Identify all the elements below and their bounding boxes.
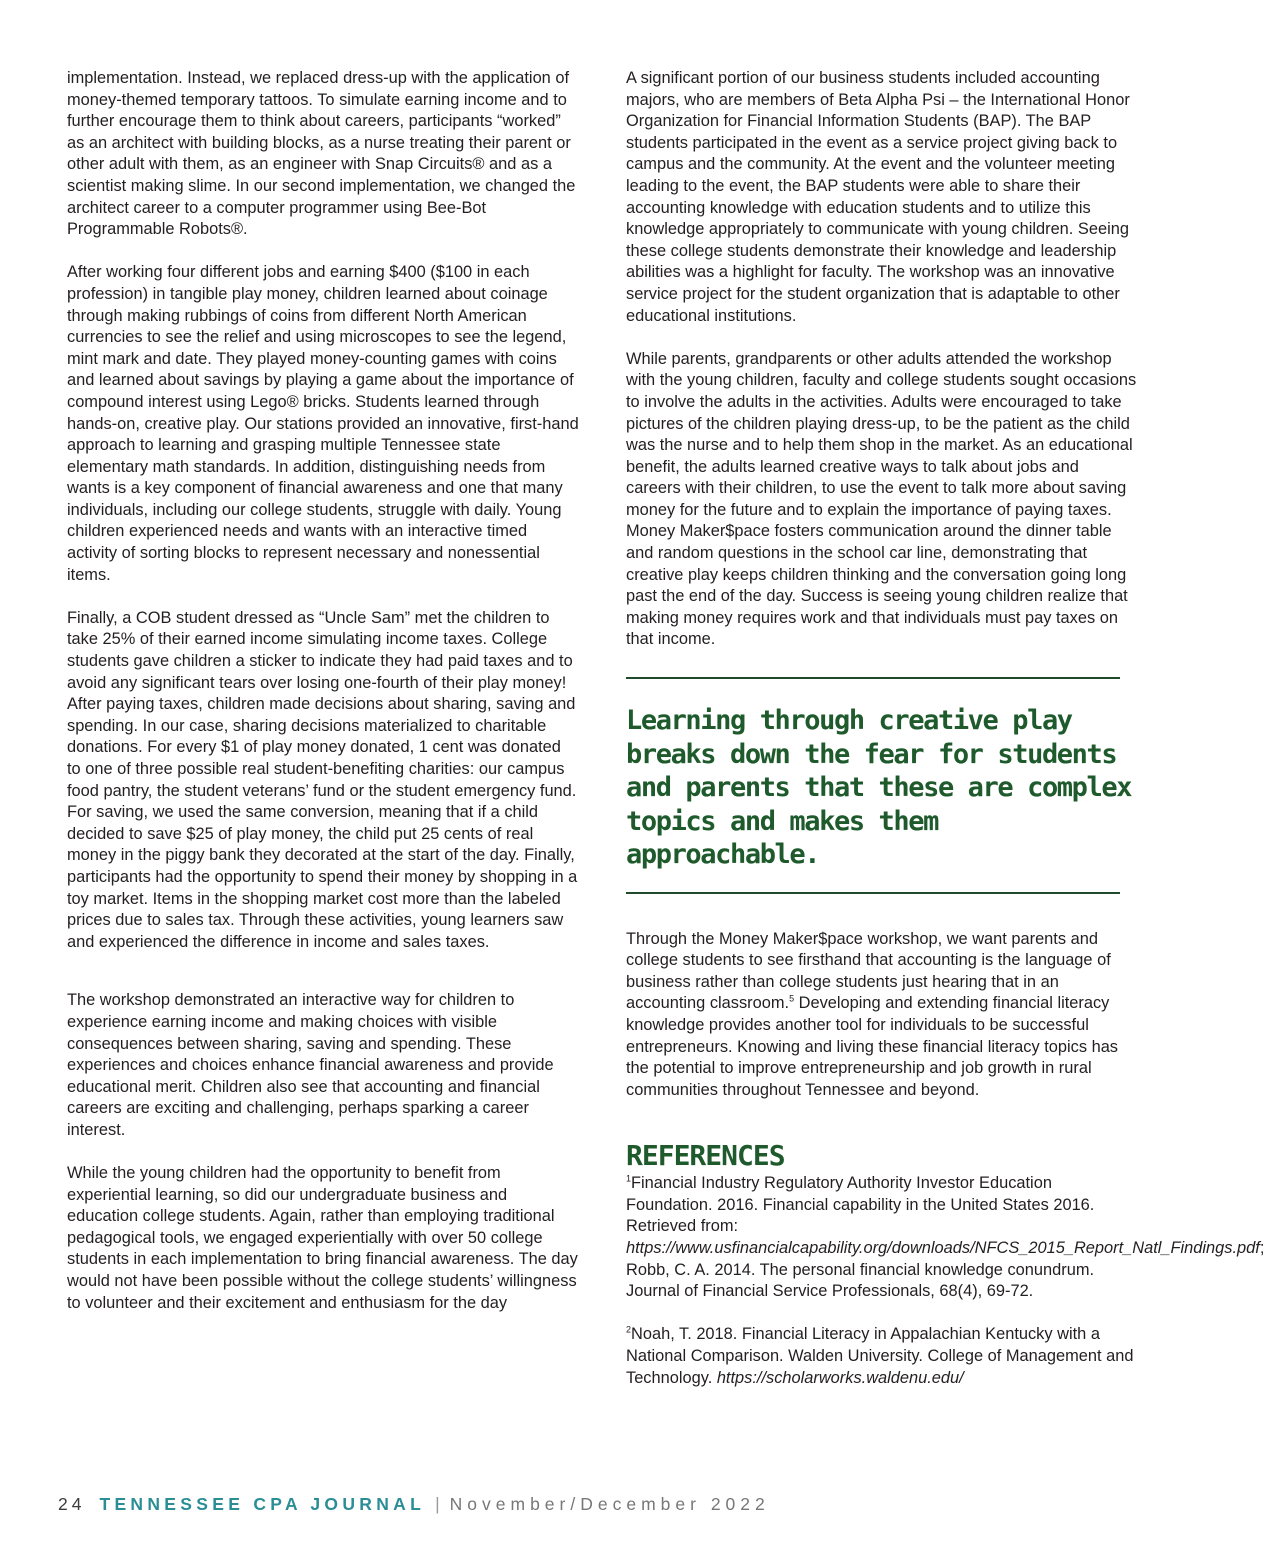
reference-number: 2 <box>626 1324 632 1335</box>
references-heading: REFERENCES <box>626 1139 785 1173</box>
right-column <box>626 68 1264 1389</box>
reference-link[interactable]: https://www.usfinancialcapability.org/downloads/NFCS_2015_Report_Natl_Findings.pdf <box>626 1239 1260 1258</box>
reference-link[interactable]: https://scholarworks.waldenu.edu/ <box>716 1368 964 1387</box>
reference-number: 1 <box>626 1173 632 1184</box>
body-paragraph: After working four different jobs and earning $400 ($100 in each profession) in tangible play money, children learned about coinage through making rubbings of coins from different North American currencies to see the relief and using microscopes to see the legend, mint mark and date. They played money-counting games with coins and learned about savings by playing a game about the importance of compound interest using Lego® bricks. Students learned through hands-on, creative play. Our stations provided an innovative, first-hand approach to learning and grasping multiple Tennessee state elementary math standards. In addition, distinguishing needs from wants is a key component of financial awareness and one that many individuals, including our college students, struggle with daily. Young children experienced needs and wants with an interactive timed activity of sorting blocks to represent necessary and nonessential items. <box>67 263 579 584</box>
body-paragraph: A significant portion of our business students included accounting majors, who are members of Beta Alpha Psi – the International Honor Organization for Financial Information Students (BAP). The BAP students participated in the event as a service project giving back to campus and the community. At the event and the volunteer meeting leading to the event, the BAP students were able to share their accounting knowledge with education students and to utilize this knowledge appropriately to communicate with young children. Seeing these college students demonstrate their knowledge and leadership abilities was a highlight for faculty. The workshop was an innovative service project for the student organization that is adaptable to other educational institutions. <box>626 69 1130 325</box>
body-paragraph: Through the Money Maker$pace workshop, we want parents and college students to see firsthand that accounting is the language of business rather than college students just hearing that in an accounting classroom.$^5$ Developing and extending financial literacy knowledge provides another tool for individuals to be successful entrepreneurs. Knowing and living these financial literacy topics has the potential to improve entrepreneurship and job growth in rural communities throughout Tennessee and beyond. <box>626 929 1118 1099</box>
reference-item: $^2$Noah, T. 2018. Financial Literacy in Appalachian Kentucky with a National Comparison. Walden University. College of Management and Technology. https://scholarworks.waldenu.edu/ <box>626 1324 1134 1387</box>
reference-item: $^1$Financial Industry Regulatory Authority Investor Education Foundation. 2016. Financial capability in the United States 2016. Retrieved from: https://www.usfinancialcapability.org/downloads/NFCS_2015_Report_Natl_Findings.pdf; Robb, C. A. 2014. The personal financial knowledge conundrum. Journal of Financial Service Professionals, 68(4), 69-72. <box>626 1173 1264 1301</box>
pull-quote-block <box>626 677 1138 894</box>
footer-separator: | <box>435 1494 440 1514</box>
journal-name: TENNESSEE CPA JOURNAL <box>99 1494 426 1514</box>
body-paragraph: implementation. Instead, we replaced dress-up with the application of money-themed temporary tattoos. To simulate earning income and to further encourage them to think about careers, participants “worked” as an architect with building blocks, as a nurse treating their parent or other adult with them, as an engineer with Snap Circuits® and as a scientist making slime. In our second implementation, we changed the architect career to a computer programmer using Bee-Bot Programmable Robots®. <box>67 69 576 239</box>
body-paragraph: While the young children had the opportunity to benefit from experiential learning, so did our undergraduate business and education college students. Again, rather than employing traditional pedagogical tools, we engaged experientially with over 50 college students in each implementation to bring financial awareness. The day would not have been possible without the college students’ willingness to volunteer and their excitement and enthusiasm for the day <box>67 1164 578 1312</box>
body-paragraph: The workshop demonstrated an interactive way for children to experience earning income and making choices with visible consequences between sharing, saving and spending. These experiences and choices enhance financial awareness and provide educational merit. Children also see that accounting and financial careers are exciting and challenging, perhaps sparking a career interest. <box>67 991 554 1139</box>
left-column <box>67 68 579 1314</box>
pull-quote: Learning through creative play breaks down the fear for students and parents that these are complex topics and makes them approachable. <box>626 705 1132 871</box>
divider-bottom <box>626 892 1120 894</box>
page-footer <box>58 1492 770 1516</box>
footnote-marker: 5 <box>789 993 795 1004</box>
page-number: 24 <box>58 1494 86 1514</box>
divider-top <box>626 677 1120 679</box>
body-paragraph: Finally, a COB student dressed as “Uncle Sam” met the children to take 25% of their earned income simulating income taxes. College students gave children a sticker to indicate they had paid taxes and to avoid any significant tears over losing one-fourth of their play money! After paying taxes, children made decisions about sharing, saving and spending. In our case, sharing decisions materialized to charitable donations. For every $1 of play money donated, 1 cent was donated to one of three possible real student-benefiting charities: our campus food pantry, the student veterans’ fund or the student emergency fund. For saving, we used the same conversion, meaning that if a child decided to save $25 of play money, the child put 25 cents of real money in the piggy bank they decorated at the start of the day. Finally, participants had the opportunity to spend their money by shopping in a toy market. Items in the shopping market cost more than the labeled prices due to sales tax. Through these activities, young learners saw and experienced the difference in income and sales taxes. <box>67 608 578 951</box>
issue-date: November/December 2022 <box>449 1494 770 1514</box>
body-paragraph: While parents, grandparents or other adults attended the workshop with the young children, faculty and college students sought occasions to involve the adults in the activities. Adults were encouraged to take pictures of the children playing dress-up, to be the patient as the child was the nurse and to help them shop in the market. As an educational benefit, the adults learned creative ways to talk about jobs and careers with their children, to use the event to talk more about saving money for the future and to explain the importance of paying taxes. Money Maker$pace fosters communication around the dinner table and random questions in the school car line, demonstrating that creative play keeps children thinking and the conversation going long past the end of the day. Success is seeing young children realize that making money requires work and that individuals must pay taxes on that income. <box>626 349 1137 649</box>
